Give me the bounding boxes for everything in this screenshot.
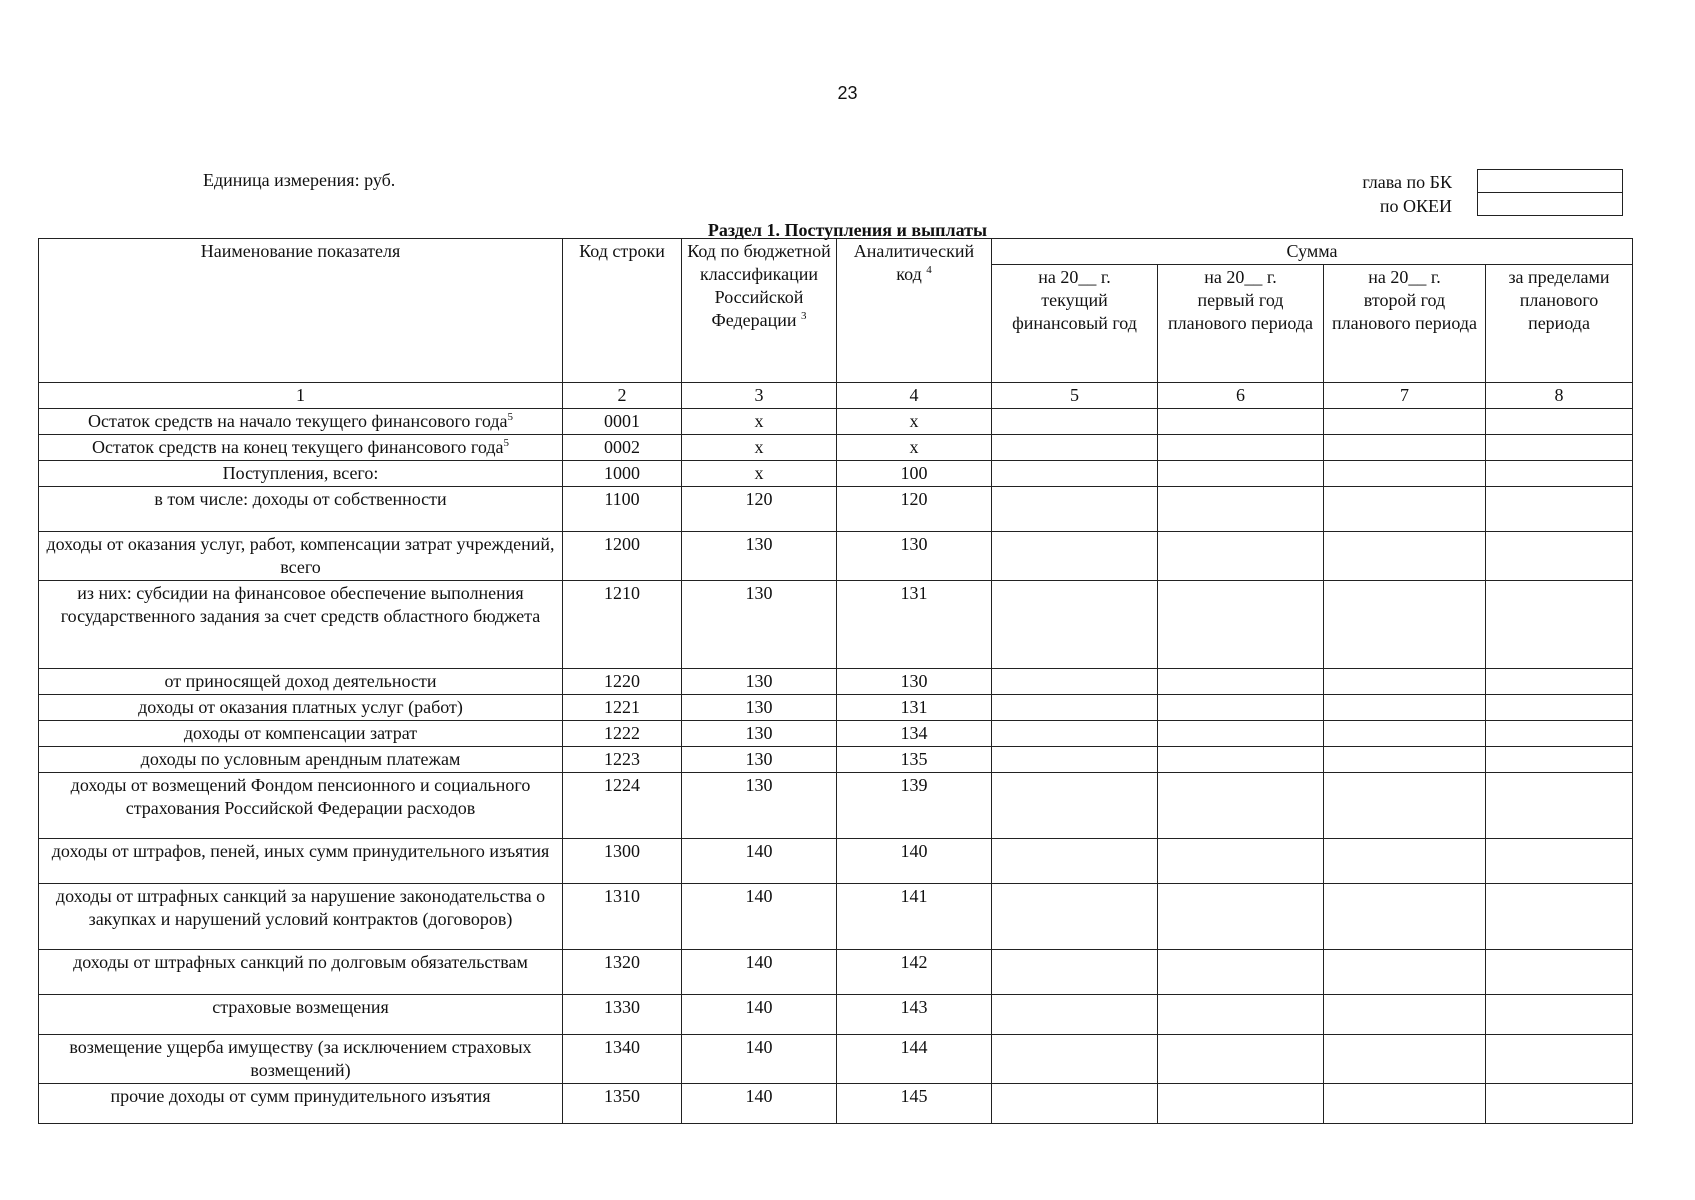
table-row bbox=[39, 1035, 1633, 1084]
row-sum-cell[interactable] bbox=[992, 487, 1158, 532]
row-sum-cell[interactable] bbox=[1486, 1035, 1633, 1084]
header-name: Наименование показателя bbox=[39, 239, 563, 383]
row-sum-cell[interactable] bbox=[992, 695, 1158, 721]
row-name bbox=[39, 721, 563, 747]
row-analytic-code: 145 bbox=[837, 1084, 992, 1124]
row-line-code: 1222 bbox=[563, 721, 682, 747]
table-row bbox=[39, 435, 1633, 461]
header-sum-current-year bbox=[992, 265, 1158, 383]
table-row bbox=[39, 995, 1633, 1035]
row-sum-cell[interactable] bbox=[1324, 773, 1486, 839]
row-sum-cell[interactable] bbox=[1324, 409, 1486, 435]
row-analytic-code: 141 bbox=[837, 884, 992, 950]
row-sum-cell[interactable] bbox=[992, 1035, 1158, 1084]
table-body bbox=[39, 383, 1633, 1124]
row-name-text: доходы от оказания услуг, работ, компенсации затрат учреждений, всего bbox=[46, 534, 555, 577]
row-budget-code: 120 bbox=[682, 487, 837, 532]
section-title: Раздел 1. Поступления и выплаты bbox=[707, 220, 988, 240]
row-sum-cell[interactable] bbox=[1486, 669, 1633, 695]
row-sum-cell[interactable] bbox=[1324, 884, 1486, 950]
row-line-code: 1330 bbox=[563, 995, 682, 1035]
row-analytic-code: 142 bbox=[837, 950, 992, 995]
row-analytic-code: х bbox=[837, 409, 992, 435]
column-number: 1 bbox=[39, 383, 563, 409]
row-sum-cell[interactable] bbox=[1158, 487, 1324, 532]
row-sum-cell[interactable] bbox=[1486, 461, 1633, 487]
row-line-code: 1000 bbox=[563, 461, 682, 487]
row-name bbox=[39, 839, 563, 884]
header-sum-beyond-plan-l1: за пределами bbox=[1508, 267, 1610, 287]
row-analytic-code: 135 bbox=[837, 747, 992, 773]
row-analytic-code: 130 bbox=[837, 669, 992, 695]
row-name bbox=[39, 995, 563, 1035]
row-sum-cell[interactable] bbox=[1486, 773, 1633, 839]
row-name-text: доходы от оказания платных услуг (работ) bbox=[138, 697, 463, 717]
row-sum-cell[interactable] bbox=[1486, 884, 1633, 950]
header-budget-code-note: 3 bbox=[801, 310, 807, 322]
row-name bbox=[39, 1084, 563, 1124]
header-sum-first-plan-year-l2: первый год планового периода bbox=[1168, 290, 1313, 333]
row-sum-cell[interactable] bbox=[1158, 1035, 1324, 1084]
row-name bbox=[39, 409, 563, 435]
row-sum-cell[interactable] bbox=[992, 884, 1158, 950]
row-budget-code: 130 bbox=[682, 747, 837, 773]
row-sum-cell[interactable] bbox=[992, 721, 1158, 747]
row-sum-cell[interactable] bbox=[1158, 409, 1324, 435]
row-sum-cell[interactable] bbox=[1324, 487, 1486, 532]
row-sum-cell[interactable] bbox=[1324, 1084, 1486, 1124]
header-sum-current-year-l2: текущий финансовый год bbox=[1012, 290, 1137, 333]
row-analytic-code: х bbox=[837, 435, 992, 461]
row-budget-code: х bbox=[682, 461, 837, 487]
table-row bbox=[39, 532, 1633, 581]
table-row bbox=[39, 721, 1633, 747]
row-sum-cell[interactable] bbox=[1486, 721, 1633, 747]
header-sum-beyond-plan bbox=[1486, 265, 1633, 383]
row-name bbox=[39, 747, 563, 773]
row-line-code: 1300 bbox=[563, 839, 682, 884]
header-sum-current-year-l1: на 20__ г. bbox=[1038, 267, 1111, 287]
row-budget-code: 130 bbox=[682, 773, 837, 839]
row-budget-code: 140 bbox=[682, 995, 837, 1035]
row-budget-code: 140 bbox=[682, 950, 837, 995]
row-sum-cell[interactable] bbox=[1158, 839, 1324, 884]
row-sum-cell[interactable] bbox=[992, 532, 1158, 581]
row-line-code: 0002 bbox=[563, 435, 682, 461]
row-name-text: доходы от возмещений Фондом пенсионного и социального страхования Российской Федерации расходов bbox=[70, 775, 531, 818]
header-sum-first-plan-year bbox=[1158, 265, 1324, 383]
table-row bbox=[39, 461, 1633, 487]
row-name-text: доходы по условным арендным платежам bbox=[140, 749, 461, 769]
row-name-text: Остаток средств на начало текущего финансового года bbox=[88, 411, 508, 431]
row-sum-cell[interactable] bbox=[992, 435, 1158, 461]
table-row bbox=[39, 409, 1633, 435]
row-name bbox=[39, 532, 563, 581]
row-name bbox=[39, 669, 563, 695]
row-sum-cell[interactable] bbox=[992, 1084, 1158, 1124]
row-sum-cell[interactable] bbox=[992, 669, 1158, 695]
header-sum-second-plan-year-l2: второй год планового периода bbox=[1332, 290, 1477, 333]
row-sum-cell[interactable] bbox=[1158, 773, 1324, 839]
row-sum-cell[interactable] bbox=[992, 581, 1158, 669]
row-budget-code: 130 bbox=[682, 532, 837, 581]
header-analytic-code-note: 4 bbox=[926, 264, 932, 276]
table-row bbox=[39, 695, 1633, 721]
row-sum-cell[interactable] bbox=[1486, 487, 1633, 532]
row-line-code: 1340 bbox=[563, 1035, 682, 1084]
row-name bbox=[39, 950, 563, 995]
row-sum-cell[interactable] bbox=[992, 409, 1158, 435]
row-sum-cell[interactable] bbox=[1324, 721, 1486, 747]
row-name bbox=[39, 773, 563, 839]
row-budget-code: 130 bbox=[682, 669, 837, 695]
table-row bbox=[39, 669, 1633, 695]
row-name-text: страховые возмещения bbox=[212, 997, 389, 1017]
row-name-text: Остаток средств на конец текущего финансового года bbox=[92, 437, 504, 457]
row-name-text: доходы от штрафных санкций по долговым обязательствам bbox=[73, 952, 528, 972]
column-number: 5 bbox=[992, 383, 1158, 409]
row-sum-cell[interactable] bbox=[1324, 839, 1486, 884]
row-sum-cell[interactable] bbox=[1158, 435, 1324, 461]
row-sum-cell[interactable] bbox=[1158, 884, 1324, 950]
row-sum-cell[interactable] bbox=[1324, 581, 1486, 669]
column-number-row bbox=[39, 383, 1633, 409]
row-analytic-code: 143 bbox=[837, 995, 992, 1035]
header-analytic-code-text: Аналитический код bbox=[853, 241, 975, 284]
row-budget-code: 140 bbox=[682, 884, 837, 950]
row-sum-cell[interactable] bbox=[1324, 435, 1486, 461]
row-sum-cell[interactable] bbox=[1486, 435, 1633, 461]
row-line-code: 1320 bbox=[563, 950, 682, 995]
row-name bbox=[39, 581, 563, 669]
table-row bbox=[39, 487, 1633, 532]
row-name bbox=[39, 435, 563, 461]
row-budget-code: 140 bbox=[682, 1084, 837, 1124]
code-box-okei[interactable] bbox=[1477, 192, 1623, 216]
header-sum-beyond-plan-l2: планового периода bbox=[1519, 290, 1599, 333]
row-name-text: доходы от компенсации затрат bbox=[183, 723, 418, 743]
row-name-text: возмещение ущерба имуществу (за исключением страховых возмещений) bbox=[69, 1037, 532, 1080]
row-sum-cell[interactable] bbox=[1486, 581, 1633, 669]
table-row bbox=[39, 773, 1633, 839]
row-line-code: 1310 bbox=[563, 884, 682, 950]
row-line-code: 1223 bbox=[563, 747, 682, 773]
row-name-text: из них: субсидии на финансовое обеспечение выполнения государственного задания за счет средств областного бюджета bbox=[60, 583, 541, 626]
row-sum-cell[interactable] bbox=[1324, 532, 1486, 581]
page-number: 23 bbox=[837, 83, 858, 103]
row-sum-cell[interactable] bbox=[1324, 950, 1486, 995]
row-budget-code: 140 bbox=[682, 839, 837, 884]
row-sum-cell[interactable] bbox=[1486, 532, 1633, 581]
row-analytic-code: 120 bbox=[837, 487, 992, 532]
row-sum-cell[interactable] bbox=[1158, 721, 1324, 747]
row-sum-cell[interactable] bbox=[1158, 747, 1324, 773]
row-sum-cell[interactable] bbox=[1158, 950, 1324, 995]
row-sum-cell[interactable] bbox=[1486, 747, 1633, 773]
column-number: 3 bbox=[682, 383, 837, 409]
column-number: 4 bbox=[837, 383, 992, 409]
row-analytic-code: 100 bbox=[837, 461, 992, 487]
row-name bbox=[39, 884, 563, 950]
row-line-code: 1100 bbox=[563, 487, 682, 532]
row-sum-cell[interactable] bbox=[1486, 950, 1633, 995]
row-name-text: доходы от штрафных санкций за нарушение законодательства о закупках и нарушений условий контрактов (договоров) bbox=[55, 886, 546, 929]
row-budget-code: х bbox=[682, 409, 837, 435]
column-number: 8 bbox=[1486, 383, 1633, 409]
table-row bbox=[39, 884, 1633, 950]
row-sum-cell[interactable] bbox=[1324, 747, 1486, 773]
row-budget-code: 130 bbox=[682, 721, 837, 747]
table-row bbox=[39, 581, 1633, 669]
row-sum-cell[interactable] bbox=[1324, 995, 1486, 1035]
column-number: 7 bbox=[1324, 383, 1486, 409]
row-name bbox=[39, 1035, 563, 1084]
row-sum-cell[interactable] bbox=[1158, 995, 1324, 1035]
row-sum-cell[interactable] bbox=[1324, 1035, 1486, 1084]
row-sum-cell[interactable] bbox=[992, 995, 1158, 1035]
column-number: 6 bbox=[1158, 383, 1324, 409]
table-row bbox=[39, 950, 1633, 995]
header-budget-code-text: Код по бюджетной классификации Российской Федерации bbox=[687, 241, 831, 330]
row-name-text: доходы от штрафов, пеней, иных сумм принудительного изъятия bbox=[51, 841, 550, 861]
header-sum-first-plan-year-l1: на 20__ г. bbox=[1204, 267, 1277, 287]
row-sum-cell[interactable] bbox=[1158, 1084, 1324, 1124]
row-analytic-code: 131 bbox=[837, 695, 992, 721]
row-sum-cell[interactable] bbox=[992, 773, 1158, 839]
table-row bbox=[39, 747, 1633, 773]
column-number: 2 bbox=[563, 383, 682, 409]
row-analytic-code: 131 bbox=[837, 581, 992, 669]
row-name bbox=[39, 487, 563, 532]
row-sum-cell[interactable] bbox=[1158, 669, 1324, 695]
row-sum-cell[interactable] bbox=[1324, 695, 1486, 721]
row-sum-cell[interactable] bbox=[1158, 581, 1324, 669]
header-line-code: Код строки bbox=[563, 239, 682, 383]
row-name bbox=[39, 695, 563, 721]
row-sum-cell[interactable] bbox=[1486, 695, 1633, 721]
row-name-text: прочие доходы от сумм принудительного изъятия bbox=[110, 1086, 491, 1106]
code-label-bk: глава по БК bbox=[1362, 172, 1452, 192]
row-line-code: 1350 bbox=[563, 1084, 682, 1124]
table-row bbox=[39, 839, 1633, 884]
row-analytic-code: 140 bbox=[837, 839, 992, 884]
row-name-text: Поступления, всего: bbox=[222, 463, 379, 483]
code-label-okei: по ОКЕИ bbox=[1379, 196, 1452, 216]
row-analytic-code: 139 bbox=[837, 773, 992, 839]
row-name-footnote: 5 bbox=[507, 411, 513, 423]
table-row bbox=[39, 1084, 1633, 1124]
row-line-code: 1200 bbox=[563, 532, 682, 581]
row-name-text: от приносящей доход деятельности bbox=[164, 671, 437, 691]
code-box-bk[interactable] bbox=[1477, 169, 1623, 192]
row-name-footnote: 5 bbox=[503, 437, 509, 449]
units-label: Единица измерения: руб. bbox=[203, 170, 396, 190]
row-line-code: 1224 bbox=[563, 773, 682, 839]
receipts-payments-table bbox=[38, 238, 1633, 1124]
header-sum-second-plan-year bbox=[1324, 265, 1486, 383]
row-budget-code: 140 bbox=[682, 1035, 837, 1084]
row-line-code: 1221 bbox=[563, 695, 682, 721]
row-budget-code: х bbox=[682, 435, 837, 461]
row-line-code: 1220 bbox=[563, 669, 682, 695]
header-budget-code bbox=[682, 239, 837, 383]
row-sum-cell[interactable] bbox=[992, 461, 1158, 487]
row-line-code: 0001 bbox=[563, 409, 682, 435]
row-sum-cell[interactable] bbox=[1324, 461, 1486, 487]
header-sum: Сумма bbox=[992, 239, 1633, 265]
row-line-code: 1210 bbox=[563, 581, 682, 669]
row-sum-cell[interactable] bbox=[992, 950, 1158, 995]
row-sum-cell[interactable] bbox=[1486, 995, 1633, 1035]
row-name-text: в том числе: доходы от собственности bbox=[154, 489, 447, 509]
row-analytic-code: 144 bbox=[837, 1035, 992, 1084]
row-budget-code: 130 bbox=[682, 581, 837, 669]
classification-codes bbox=[1300, 168, 1630, 218]
row-analytic-code: 134 bbox=[837, 721, 992, 747]
header-analytic-code bbox=[837, 239, 992, 383]
row-sum-cell[interactable] bbox=[1486, 839, 1633, 884]
row-name bbox=[39, 461, 563, 487]
row-sum-cell[interactable] bbox=[1158, 532, 1324, 581]
header-sum-second-plan-year-l1: на 20__ г. bbox=[1368, 267, 1441, 287]
row-sum-cell[interactable] bbox=[1486, 409, 1633, 435]
row-sum-cell[interactable] bbox=[992, 839, 1158, 884]
row-sum-cell[interactable] bbox=[992, 747, 1158, 773]
row-sum-cell[interactable] bbox=[1486, 1084, 1633, 1124]
row-budget-code: 130 bbox=[682, 695, 837, 721]
row-analytic-code: 130 bbox=[837, 532, 992, 581]
row-sum-cell[interactable] bbox=[1158, 461, 1324, 487]
row-sum-cell[interactable] bbox=[1324, 669, 1486, 695]
row-sum-cell[interactable] bbox=[1158, 695, 1324, 721]
